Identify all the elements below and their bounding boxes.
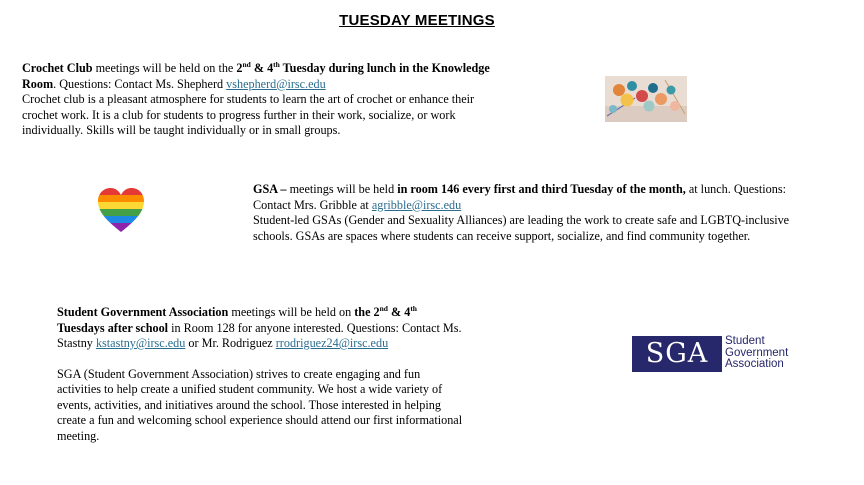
crochet-meeting-info	[22, 61, 500, 92]
sga-description: SGA (Student Government Association) strives to create engaging and fun activities to help create a unified student community. We host a wide variety of events, activities, and initiatives around the school. Those interested in helping create a fun and welcoming school experience should attend our first informational meeting.	[57, 366, 463, 443]
gsa-text: meetings will be held	[286, 182, 398, 196]
gsa-section	[253, 182, 818, 244]
sga-text: meetings will be held on	[228, 305, 355, 319]
sga-schedule: the 2nd & 4th Tuesdays after school	[57, 304, 417, 335]
sga-email-link-stastny[interactable]: kstastny@irsc.edu	[95, 336, 186, 350]
crochet-schedule: 2nd & 4th Tuesday during lunch in the Knowledge Room	[22, 60, 490, 91]
crochet-email-link[interactable]: vshepherd@irsc.edu	[226, 76, 326, 91]
sga-contact-text-2: or Mr. Rodriguez	[185, 336, 276, 350]
sga-meeting-info	[57, 305, 467, 352]
gsa-email-link[interactable]: agribble@irsc.edu	[371, 197, 462, 212]
crochet-club-name: Crochet Club	[22, 61, 93, 75]
gsa-contact-text: at lunch. Questions: Contact Mrs. Gribble at	[253, 182, 786, 212]
gsa-description: Student-led GSAs (Gender and Sexuality Alliances) are leading the work to create safe and LGBTQ-inclusive schools. GSAs are spaces where students can receive support, socialize, and find community together.	[253, 213, 790, 243]
sga-email-link-rodriguez[interactable]: rrodriguez24@irsc.edu	[275, 336, 389, 350]
gsa-name: GSA –	[253, 182, 287, 196]
sga-name: Student Government Association	[57, 305, 229, 319]
page-title: TUESDAY MEETINGS	[339, 12, 495, 29]
sga-logo	[632, 336, 804, 373]
sga-section	[57, 305, 467, 444]
rainbow-heart-icon	[96, 186, 146, 234]
gsa-meeting-info	[253, 182, 818, 213]
sga-logo-abbr: SGA	[632, 336, 722, 372]
yarn-balls-photo	[605, 76, 687, 122]
gsa-schedule: in room 146 every first and third Tuesday of the month,	[397, 182, 686, 196]
crochet-club-section	[22, 61, 500, 139]
crochet-text: meetings will be held on the	[92, 61, 237, 75]
crochet-description: Crochet club is a pleasant atmosphere for students to learn the art of crochet or enhance their crochet work. It is a club for students to progress further in their work, socialize, or work individually. Skills will be taught individually or in small groups.	[22, 92, 475, 137]
sga-logo-words: Student Government Association	[725, 335, 789, 370]
crochet-contact-text: . Questions: Contact Ms. Shepherd	[53, 76, 227, 91]
sga-contact-text: in Room 128 for anyone interested. Questions: Contact Ms. Stastny	[57, 320, 462, 350]
